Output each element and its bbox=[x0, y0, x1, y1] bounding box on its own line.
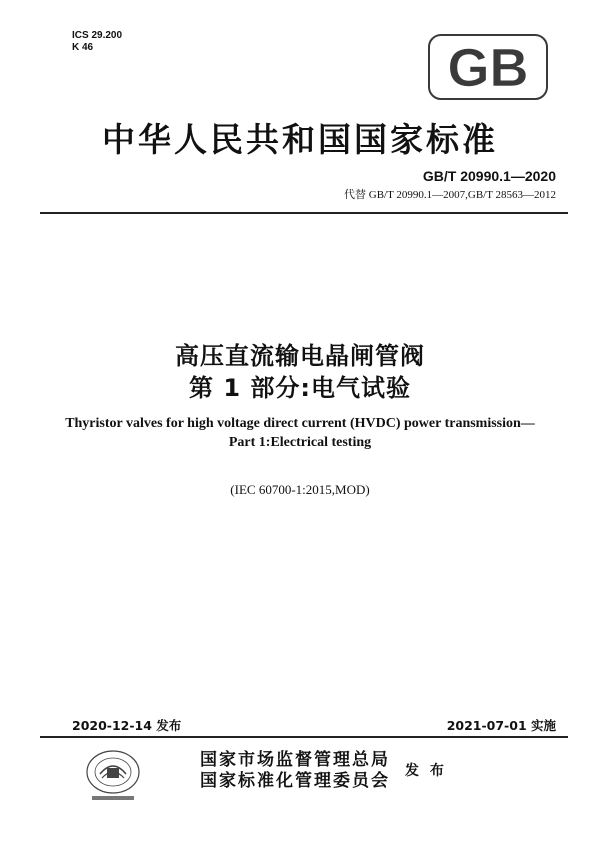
title-cn-line1: 高压直流输电晶闸管阀 bbox=[175, 342, 425, 370]
classification-codes bbox=[72, 30, 122, 54]
standard-type: 中华人民共和国国家标准 bbox=[102, 120, 498, 159]
title-en-line2: Part 1:Electrical testing bbox=[228, 435, 372, 450]
ics-code: ICS 29.200 bbox=[72, 30, 123, 41]
publish-date: 2020-12-14 发布 bbox=[72, 718, 182, 733]
top-divider bbox=[40, 212, 568, 214]
ccs-code: K 46 bbox=[72, 42, 94, 53]
publish-label: 发 布 bbox=[405, 763, 447, 779]
anti-counterfeit-seal-icon bbox=[78, 746, 148, 804]
iec-equivalence: (IEC 60700-1:2015,MOD) bbox=[230, 482, 370, 497]
issuer-line1: 国家市场监督管理总局 bbox=[200, 750, 390, 770]
bottom-divider bbox=[40, 736, 568, 738]
effective-date: 2021-07-01 实施 bbox=[446, 718, 556, 733]
issuing-authorities bbox=[200, 750, 390, 792]
replaces-note: 代替 GB/T 20990.1—2007,GB/T 28563—2012 bbox=[344, 189, 556, 201]
gb-logo bbox=[428, 34, 548, 100]
title-cn-line2: 第 1 部分:电气试验 bbox=[188, 374, 411, 402]
gb-logo-text: GB bbox=[447, 38, 529, 98]
issuer-line2: 国家标准化管理委员会 bbox=[200, 771, 390, 791]
standard-number: GB/T 20990.1—2020 bbox=[422, 168, 556, 184]
title-en-line1: Thyristor valves for high voltage direct current (HVDC) power transmission— bbox=[65, 416, 535, 431]
